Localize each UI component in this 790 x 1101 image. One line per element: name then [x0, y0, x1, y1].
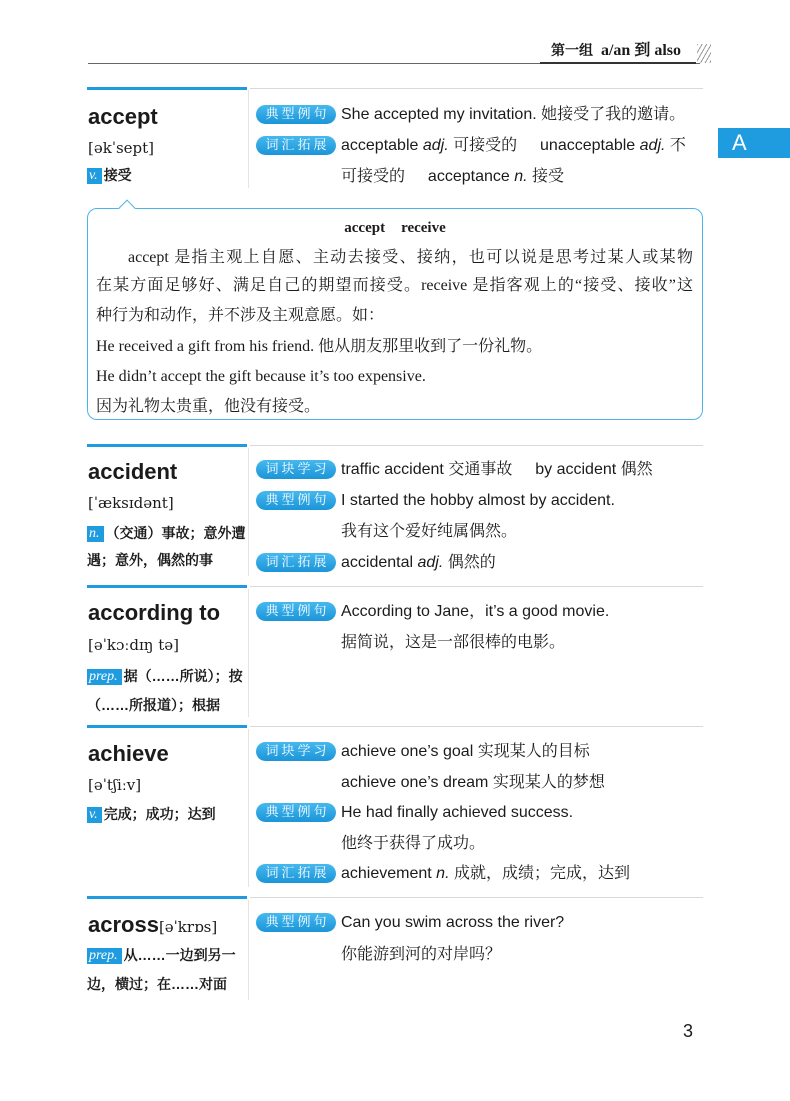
header-rule-accent — [540, 62, 696, 64]
example-zh: 你能游到河的对岸吗？ — [341, 946, 502, 963]
expansion-pos: n. — [514, 168, 528, 185]
expansion-meaning: 可接受的 — [453, 137, 518, 154]
definition-line — [87, 164, 132, 186]
headword: accident — [88, 459, 178, 484]
definition-line — [87, 522, 246, 544]
pos-badge: prep. — [87, 948, 122, 964]
expansion-pos: adj. — [639, 137, 666, 154]
example-en: According to Jane，it’s a good movie. — [341, 603, 610, 620]
chunk-en: achieve one’s goal — [341, 743, 474, 760]
expansion-word: achievement — [341, 865, 432, 882]
expansion-line — [341, 862, 630, 886]
pos-badge: prep. — [87, 669, 122, 685]
headword: according to — [88, 600, 221, 625]
chunk-en: by accident — [535, 461, 617, 478]
section-tab-letter: A — [718, 128, 790, 158]
chunks-line — [341, 771, 605, 795]
example-zh: 据简说，这是一部很棒的电影。 — [341, 634, 566, 651]
running-head-range: a/an 到 also — [600, 42, 682, 59]
expansion-word: unacceptable — [540, 137, 636, 154]
column-separator — [248, 900, 249, 1000]
header-hatch-decoration — [697, 44, 711, 63]
expansion-word: acceptable — [341, 137, 419, 154]
usage-note-example: He didn’t accept the gift because it’s too expensive. — [96, 368, 426, 385]
chunk-zh: 交通事故 — [448, 461, 513, 478]
entry-divider-rule — [250, 586, 703, 587]
expansion-pos: n. — [436, 865, 450, 882]
running-head-group: 第一组 — [550, 43, 593, 59]
chunks-line — [341, 458, 653, 482]
expansion-line — [341, 165, 564, 189]
example-zh: 他终于获得了成功。 — [341, 835, 486, 852]
expansion-label-badge: 词汇拓展 — [256, 553, 336, 572]
entry-accent-rule — [87, 87, 247, 90]
headword: accept — [88, 104, 158, 129]
chunks-label-badge: 词块学习 — [256, 460, 336, 479]
example-line — [341, 103, 685, 127]
chunk-zh: 实现某人的梦想 — [492, 774, 605, 791]
definition-text: 据（……所说）；按 — [123, 668, 243, 684]
column-separator — [248, 589, 249, 717]
column-separator — [248, 90, 249, 188]
example-zh: 我有这个爱好纯属偶然。 — [341, 523, 518, 540]
definition-text: （交通）事故；意外遭 — [105, 525, 246, 541]
pos-badge: v. — [87, 807, 102, 823]
entry-accent-rule — [87, 896, 247, 899]
chunk-zh: 偶然 — [620, 461, 653, 478]
running-head — [536, 40, 696, 62]
phonetic: [əkˈsept] — [88, 139, 154, 157]
example-en: Can you swim across the river? — [341, 914, 565, 931]
expansion-line — [341, 134, 686, 158]
example-label-badge: 典型例句 — [256, 105, 336, 124]
usage-note-line: accept 是指主观上自愿、主动去接受、接纳，也可以说是思考过某人或某物 — [128, 249, 693, 266]
definition-line: 遇；意外，偶然的事 — [87, 552, 213, 568]
expansion-line — [341, 551, 496, 575]
pos-badge: n. — [87, 526, 104, 542]
chunk-en: achieve one’s dream — [341, 774, 489, 791]
chunk-en: traffic accident — [341, 461, 444, 478]
usage-note-line: 种行为和动作，并不涉及主观意愿。如： — [96, 307, 385, 324]
usage-note-example: He received a gift from his friend. 他从朋友那里收到了一份礼物。 — [96, 338, 543, 355]
definition-text: 从……一边到另一 — [123, 947, 236, 963]
column-separator — [248, 729, 249, 887]
headword: across — [88, 912, 159, 937]
phonetic: [ˈæksɪdənt] — [88, 494, 174, 512]
expansion-meaning: 成就，成绩；完成，达到 — [453, 865, 630, 882]
definition-line — [87, 944, 236, 966]
expansion-word: accidental — [341, 554, 414, 571]
example-label-badge: 典型例句 — [256, 913, 336, 932]
usage-note-example: 因为礼物太贵重，他没有接受。 — [96, 398, 321, 415]
usage-note-title — [87, 217, 703, 239]
expansion-pos: adj. — [422, 137, 449, 154]
entry-divider-rule — [250, 897, 703, 898]
definition-line — [87, 665, 243, 687]
headword-with-phonetic — [88, 912, 217, 940]
expansion-meaning: 不 — [669, 137, 686, 154]
page-number: 3 — [683, 1021, 694, 1041]
headword: achieve — [88, 741, 169, 766]
example-en: She accepted my invitation. — [341, 106, 537, 123]
usage-note-title-word-a: accept — [344, 220, 386, 236]
entry-divider-rule — [250, 445, 703, 446]
expansion-pos: adj. — [417, 554, 444, 571]
expansion-meaning: 可接受的 — [341, 168, 406, 185]
definition-text: 接受 — [103, 167, 132, 183]
example-zh: 她接受了我的邀请。 — [541, 106, 686, 123]
entry-accent-rule — [87, 725, 247, 728]
usage-note-line: 在某方面足够好、满足自己的期望而接受。receive 是指客观上的“接受、接收”这 — [96, 277, 693, 294]
expansion-word: acceptance — [427, 168, 510, 185]
phonetic: [əˈtʃiːv] — [88, 776, 142, 794]
example-en: I started the hobby almost by accident. — [341, 492, 615, 509]
entry-accent-rule — [87, 444, 247, 447]
expansion-meaning: 接受 — [532, 168, 565, 185]
chunks-label-badge: 词块学习 — [256, 742, 336, 761]
usage-note-title-word-b: receive — [401, 220, 446, 236]
chunk-zh: 实现某人的目标 — [477, 743, 590, 760]
expansion-label-badge: 词汇拓展 — [256, 136, 336, 155]
definition-line — [87, 803, 216, 825]
entry-accent-rule — [87, 585, 247, 588]
expansion-meaning: 偶然的 — [447, 554, 496, 571]
definition-line: 边，横过；在……对面 — [87, 976, 227, 992]
entry-divider-rule — [250, 726, 703, 727]
example-label-badge: 典型例句 — [256, 602, 336, 621]
definition-text: 完成；成功；达到 — [103, 806, 216, 822]
definition-line: （……所报道）；根据 — [87, 697, 220, 713]
example-en: He had finally achieved success. — [341, 804, 574, 821]
chunks-line — [341, 740, 590, 764]
entry-divider-rule — [250, 88, 703, 89]
example-label-badge: 典型例句 — [256, 491, 336, 510]
phonetic: [əˈkrɒs] — [158, 918, 218, 936]
column-separator — [248, 448, 249, 576]
pos-badge: v. — [87, 168, 102, 184]
expansion-label-badge: 词汇拓展 — [256, 864, 336, 883]
example-label-badge: 典型例句 — [256, 803, 336, 822]
phonetic: [əˈkɔːdɪŋ tə] — [88, 636, 179, 654]
